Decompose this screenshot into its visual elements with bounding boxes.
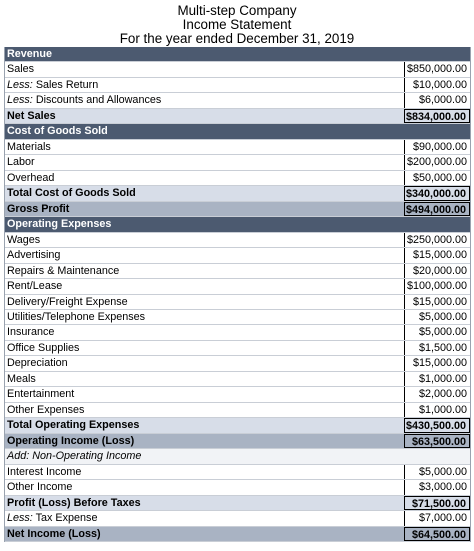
row-label — [7, 62, 34, 77]
row-label-text: Gross Profit — [7, 202, 70, 215]
row-label-text: Depreciation — [7, 357, 68, 370]
row-label-text: Sales — [7, 63, 35, 76]
line-item-row — [5, 264, 470, 279]
row-label-text: Other Income — [7, 481, 73, 494]
row-amount: $5,000.00 — [404, 325, 470, 339]
row-amount: $850,000.00 — [404, 62, 470, 76]
statement-period: For the year ended December 31, 2019 — [119, 31, 355, 46]
row-label-text: Revenue — [7, 48, 53, 60]
row-label — [7, 310, 145, 325]
row-amount: $2,000.00 — [404, 387, 470, 401]
row-label-text: Utilities/Telephone Expenses — [7, 310, 146, 323]
row-label — [7, 47, 52, 62]
row-label — [7, 233, 40, 248]
row-prefix: Less: — [7, 78, 33, 91]
row-amount: $20,000.00 — [404, 264, 470, 278]
row-amount: $63,500.00 — [404, 434, 470, 448]
total-row — [5, 434, 470, 449]
row-amount: $10,000.00 — [404, 78, 470, 92]
row-amount: $250,000.00 — [404, 233, 470, 247]
line-item-row — [5, 403, 470, 418]
row-amount: $64,500.00 — [404, 527, 470, 541]
row-amount: $5,000.00 — [404, 310, 470, 324]
row-label-text: Office Supplies — [7, 341, 80, 354]
row-label — [7, 202, 69, 217]
row-amount: $200,000.00 — [404, 155, 470, 169]
line-item-row — [5, 310, 470, 325]
row-label-text: Discounts and Allowances — [35, 94, 162, 107]
row-label — [7, 356, 68, 371]
section-header-row — [5, 124, 470, 139]
row-amount: $15,000.00 — [404, 295, 470, 309]
row-amount: $1,000.00 — [404, 403, 470, 417]
line-item-row — [5, 465, 470, 480]
row-amount: $834,000.00 — [404, 109, 470, 123]
company-name: Multi-step Company — [177, 3, 297, 18]
line-item-row — [5, 233, 470, 248]
row-label-text: Delivery/Freight Expense — [7, 295, 128, 308]
row-label — [7, 449, 141, 464]
line-item-row — [5, 140, 470, 155]
row-label-text: Tax Expense — [35, 512, 98, 525]
row-label-text: Entertainment — [7, 388, 75, 401]
row-label-text: Interest Income — [7, 465, 82, 478]
line-item-row — [5, 341, 470, 356]
row-label-text: Operating Expenses — [7, 218, 112, 231]
row-label-text: Cost of Goods Sold — [7, 125, 108, 138]
row-label-text: Profit (Loss) Before Taxes — [7, 496, 141, 509]
row-amount: $100,000.00 — [404, 279, 470, 293]
row-label — [7, 155, 35, 170]
row-amount: $6,000.00 — [404, 93, 470, 107]
row-amount: $430,500.00 — [404, 418, 470, 432]
line-item-row — [5, 511, 470, 526]
section-header-row — [5, 47, 470, 62]
row-label-text: Sales Return — [35, 78, 99, 91]
row-label-text: Advertising — [7, 249, 61, 262]
total-row — [5, 186, 470, 201]
row-label — [7, 341, 79, 356]
line-item-row — [5, 171, 470, 186]
row-label — [7, 325, 54, 340]
row-prefix: Less: — [7, 94, 33, 107]
row-label-text: Other Expenses — [7, 403, 85, 416]
note-row — [5, 449, 470, 464]
row-label — [7, 248, 60, 263]
row-amount: $1,000.00 — [404, 372, 470, 386]
row-amount: $494,000.00 — [404, 202, 470, 216]
total-row — [5, 496, 470, 511]
row-label — [7, 418, 139, 433]
row-label — [7, 109, 56, 124]
line-item-row — [5, 295, 470, 310]
row-label-text: Operating Income (Loss) — [7, 434, 135, 447]
row-amount: $7,000.00 — [404, 511, 470, 525]
row-label — [7, 140, 51, 155]
row-label — [7, 527, 101, 542]
row-label — [7, 480, 72, 495]
row-label — [7, 496, 141, 511]
line-item-row — [5, 248, 470, 263]
row-label — [7, 264, 119, 279]
row-label-text: Overhead — [7, 171, 55, 184]
row-amount: $15,000.00 — [404, 356, 470, 370]
line-item-row — [5, 78, 470, 93]
total-row — [5, 527, 470, 542]
row-label — [7, 403, 84, 418]
line-item-row — [5, 480, 470, 495]
row-label — [7, 511, 97, 526]
row-label — [7, 217, 111, 232]
row-label-text: Wages — [7, 233, 41, 246]
row-label-text: Rent/Lease — [7, 280, 63, 293]
row-amount: $340,000.00 — [404, 186, 470, 200]
row-label-text: Total Operating Expenses — [7, 419, 140, 432]
row-label — [7, 124, 108, 139]
row-label — [7, 93, 161, 108]
line-item-row — [5, 279, 470, 294]
row-label-text: Add: Non-Operating Income — [7, 450, 142, 463]
row-label — [7, 372, 36, 387]
row-prefix: Less: — [7, 512, 33, 525]
row-label-text: Labor — [7, 156, 35, 169]
row-label-text: Net Income (Loss) — [7, 527, 101, 540]
total-row — [5, 109, 470, 124]
statement-title: Income Statement — [182, 17, 292, 32]
row-amount: $71,500.00 — [404, 496, 470, 510]
income-statement-table — [4, 47, 471, 542]
total-row — [5, 418, 470, 433]
row-label-text: Insurance — [7, 326, 55, 339]
row-label-text: Materials — [7, 140, 51, 153]
row-amount: $50,000.00 — [404, 171, 470, 185]
line-item-row — [5, 387, 470, 402]
row-label — [7, 171, 54, 186]
row-label-text: Net Sales — [7, 109, 56, 122]
row-label — [7, 78, 98, 93]
row-label-text: Meals — [7, 372, 36, 385]
row-amount: $3,000.00 — [404, 480, 470, 494]
row-amount: $90,000.00 — [404, 140, 470, 154]
row-label — [7, 434, 134, 449]
row-label-text: Repairs & Maintenance — [7, 264, 120, 277]
row-amount: $15,000.00 — [404, 248, 470, 262]
line-item-row — [5, 155, 470, 170]
total-row — [5, 202, 470, 217]
row-label — [7, 279, 62, 294]
row-label — [7, 186, 136, 201]
row-label-text: Total Cost of Goods Sold — [7, 187, 136, 200]
line-item-row — [5, 325, 470, 340]
row-label — [7, 465, 81, 480]
row-label — [7, 387, 74, 402]
section-header-row — [5, 217, 470, 232]
line-item-row — [5, 62, 470, 77]
line-item-row — [5, 356, 470, 371]
row-amount: $5,000.00 — [404, 465, 470, 479]
row-label — [7, 295, 128, 310]
row-amount: $1,500.00 — [404, 341, 470, 355]
line-item-row — [5, 372, 470, 387]
line-item-row — [5, 93, 470, 108]
